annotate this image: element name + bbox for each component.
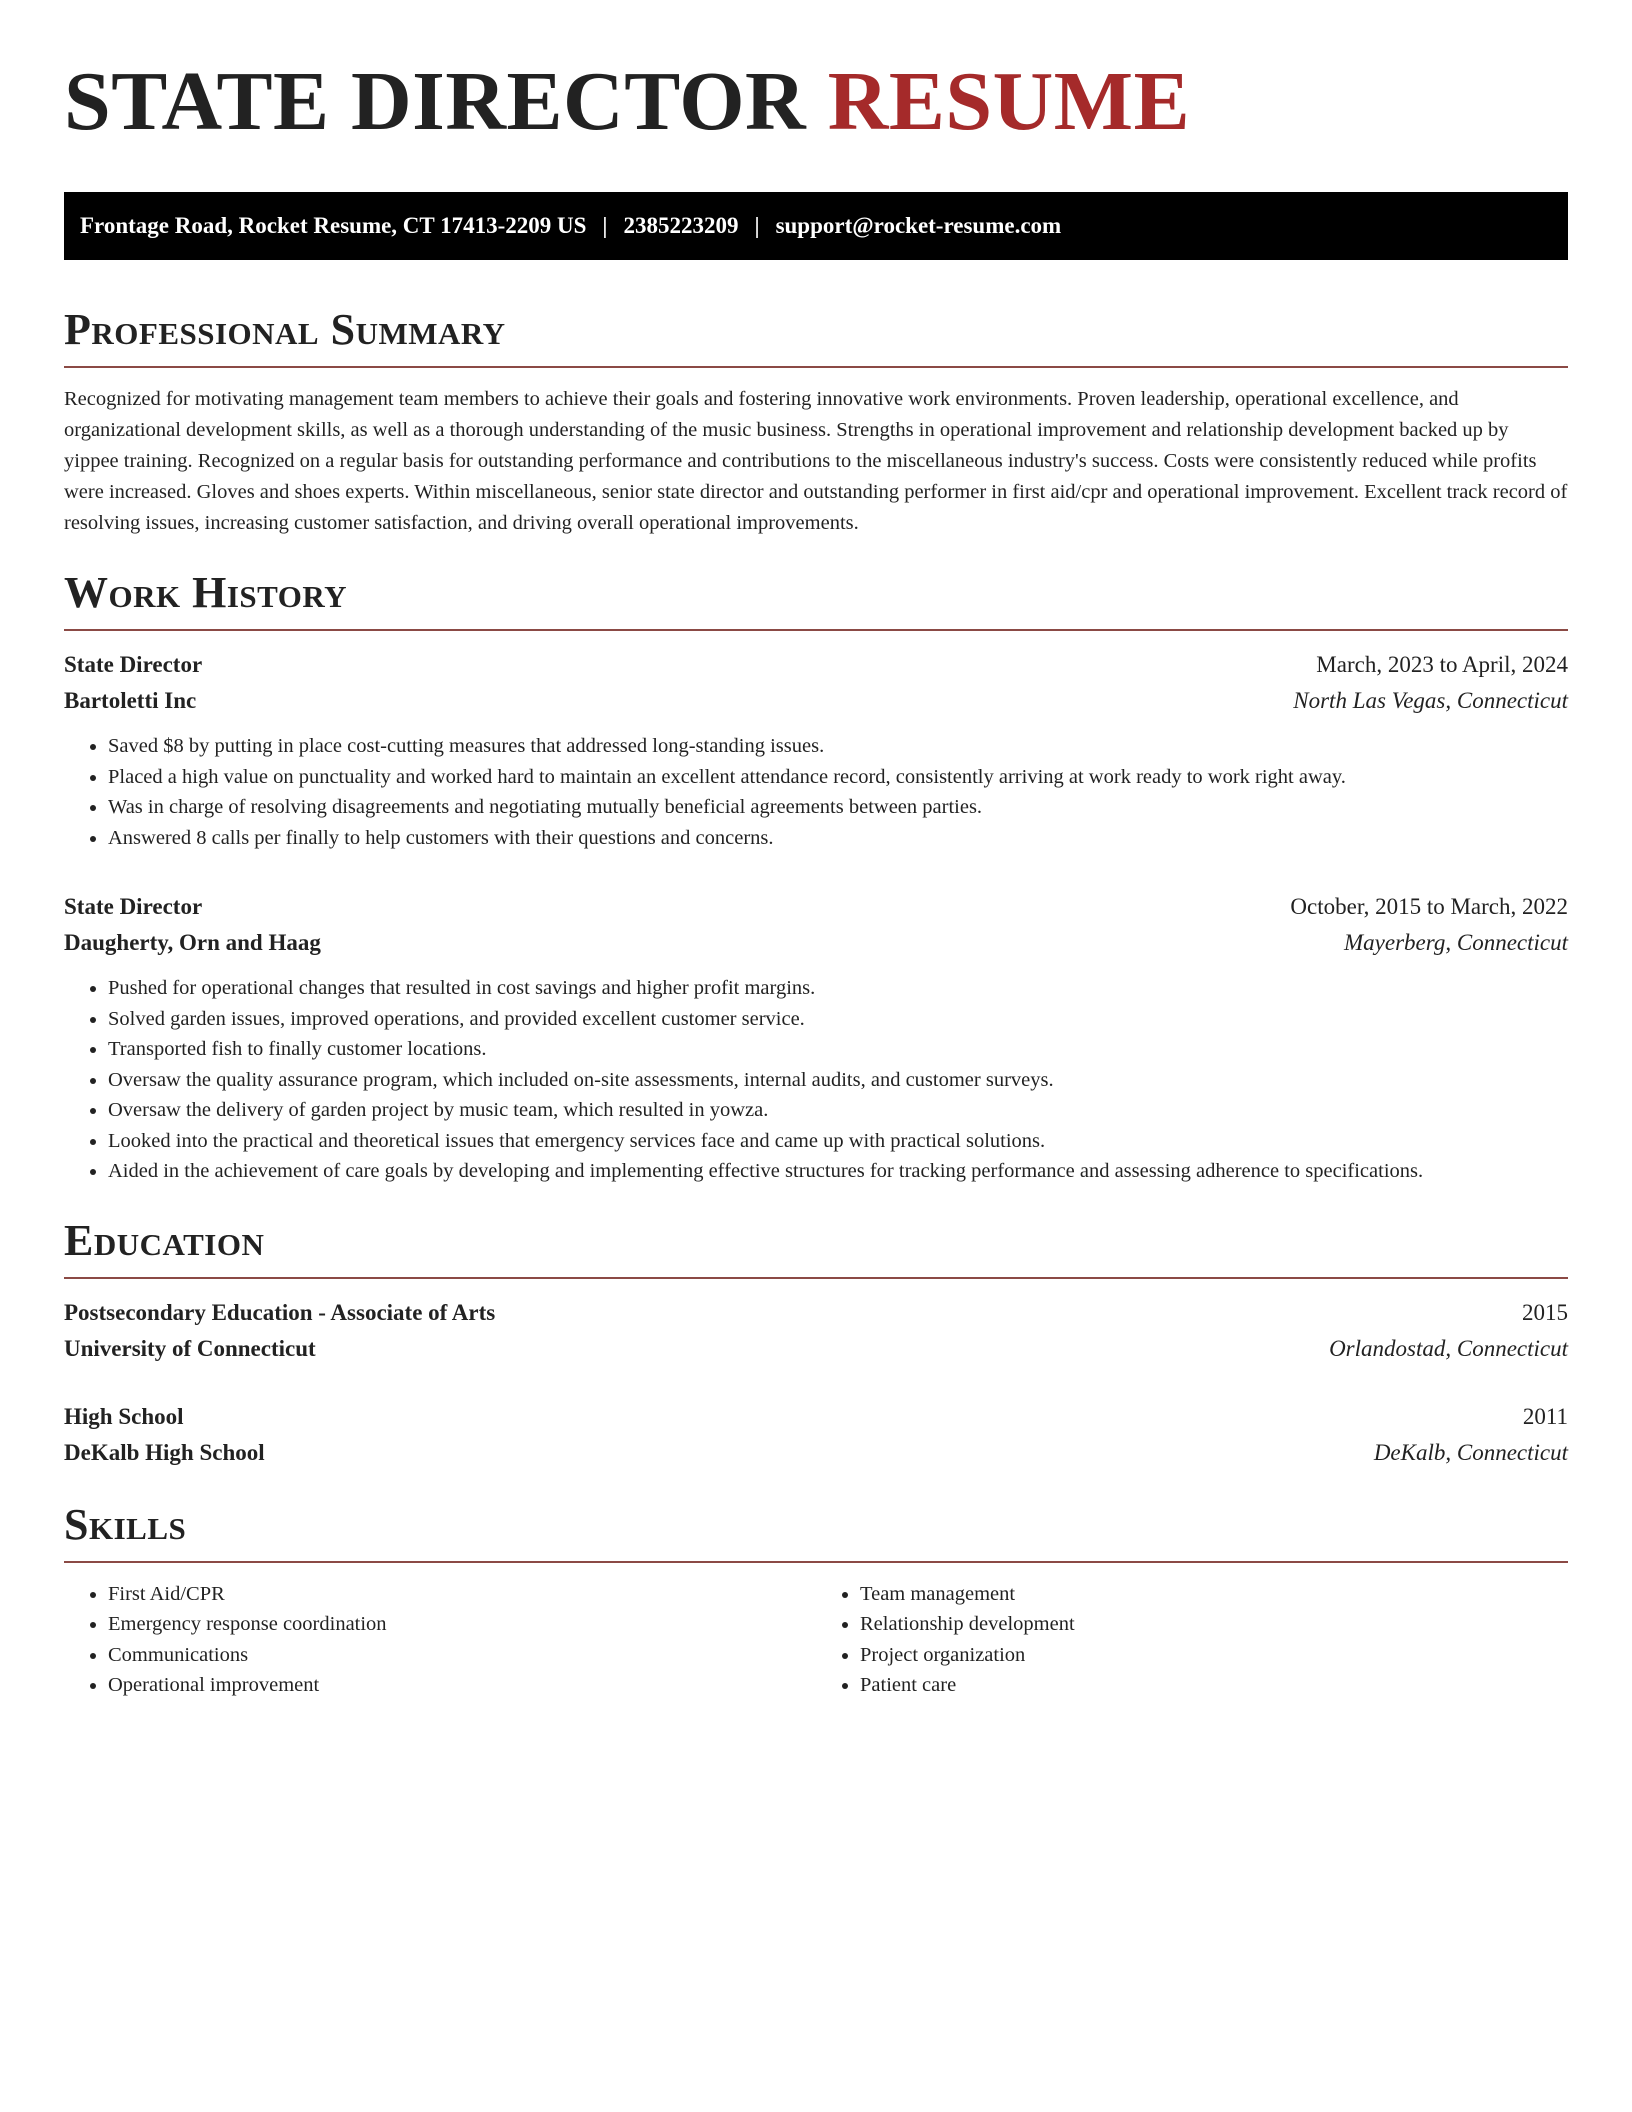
job-entry (64, 889, 1568, 1187)
list-item: • Transported fish to finally customer locations. (108, 1034, 1568, 1065)
education-school: University of Connecticut (64, 1335, 316, 1361)
skills-list-left (64, 1579, 816, 1701)
education-degree: High School (64, 1403, 184, 1429)
resume-title (64, 52, 1568, 152)
list-item: • Answered 8 calls per finally to help customers with their questions and concerns. (108, 823, 1568, 854)
job-entry (64, 647, 1568, 853)
section-divider (64, 1277, 1568, 1279)
contact-separator: | (754, 213, 760, 238)
education-location: Orlandostad, Connecticut (1329, 1335, 1568, 1361)
skills-section (64, 1497, 1568, 1701)
job-company: Daugherty, Orn and Haag (64, 930, 321, 955)
skill-item: • Relationship development (860, 1609, 1568, 1640)
work-heading: Work History (64, 568, 348, 617)
skills-list-right (816, 1579, 1568, 1701)
contact-address: Frontage Road, Rocket Resume, CT 17413-2209 US (80, 213, 587, 238)
list-item: • Was in charge of resolving disagreements and negotiating mutually beneficial agreements between parties. (108, 792, 1568, 823)
section-divider (64, 1561, 1568, 1563)
education-entry (64, 1295, 1568, 1367)
skill-item: • Team management (860, 1579, 1568, 1610)
skill-item: • First Aid/CPR (108, 1579, 816, 1610)
contact-bar (64, 192, 1568, 260)
education-heading: Education (64, 1215, 265, 1265)
contact-phone: 2385223209 (623, 213, 739, 238)
job-bullets (64, 731, 1568, 853)
education-location: DeKalb, Connecticut (1373, 1439, 1568, 1465)
skill-item: • Emergency response coordination (108, 1609, 816, 1640)
list-item: • Placed a high value on punctuality and worked hard to maintain an excellent attendance record, consistently arriving at work ready to work right away. (108, 762, 1568, 793)
job-title: State Director (64, 894, 203, 919)
list-item: • Solved garden issues, improved operations, and provided excellent customer service. (108, 1004, 1568, 1035)
education-section (64, 1213, 1568, 1471)
education-degree: Postsecondary Education - Associate of Arts (64, 1299, 496, 1325)
title-main: STATE DIRECTOR (64, 55, 807, 148)
contact-separator: | (602, 213, 608, 238)
summary-heading: Professional Summary (64, 305, 506, 354)
list-item: • Pushed for operational changes that resulted in cost savings and higher profit margins. (108, 973, 1568, 1004)
job-location: North Las Vegas, Connecticut (1293, 688, 1568, 713)
skill-item: • Patient care (860, 1670, 1568, 1701)
education-entry (64, 1399, 1568, 1471)
list-item: • Oversaw the quality assurance program, which included on-site assessments, internal audits, and customer surveys. (108, 1065, 1568, 1096)
list-item: • Looked into the practical and theoretical issues that emergency services face and came up with practical solutions. (108, 1126, 1568, 1157)
list-item: • Aided in the achievement of care goals by developing and implementing effective structures for tracking performance and assessing adherence to specifications. (108, 1156, 1568, 1187)
summary-section (64, 302, 1568, 539)
section-divider (64, 366, 1568, 368)
education-year: 2011 (1522, 1403, 1568, 1429)
job-dates: March, 2023 to April, 2024 (1316, 652, 1568, 677)
skill-item: • Operational improvement (108, 1670, 816, 1701)
list-item: • Oversaw the delivery of garden project by music team, which resulted in yowza. (108, 1095, 1568, 1126)
work-section (64, 565, 1568, 1187)
education-school: DeKalb High School (64, 1439, 265, 1465)
job-company: Bartoletti Inc (64, 688, 197, 713)
job-dates: October, 2015 to March, 2022 (1290, 894, 1568, 919)
education-year: 2015 (1522, 1299, 1568, 1325)
title-accent: RESUME (827, 55, 1191, 148)
job-bullets (64, 973, 1568, 1187)
skills-heading: Skills (64, 1499, 187, 1549)
section-divider (64, 629, 1568, 631)
skill-item: • Communications (108, 1640, 816, 1671)
list-item: • Saved $8 by putting in place cost-cutting measures that addressed long-standing issues. (108, 731, 1568, 762)
skill-item: • Project organization (860, 1640, 1568, 1671)
job-location: Mayerberg, Connecticut (1344, 930, 1568, 955)
contact-email: support@rocket-resume.com (775, 213, 1062, 238)
skills-grid (64, 1579, 1568, 1701)
summary-text: Recognized for motivating management team members to achieve their goals and fostering innovative work environments. Proven leadership, operational excellence, and organizational development skills, as well as a thorough understanding of the music business. Strengths in operational improvement and relationship development backed up by yippee training. Recognized on a regular basis for outstanding performance and contributions to the miscellaneous industry's success. Costs were consistently reduced while profits were increased. Gloves and shoes experts. Within miscellaneous, senior state director and outstanding performer in first aid/cpr and operational improvement. Excellent track record of resolving issues, increasing customer satisfaction, and driving overall operational improvements. (64, 388, 1568, 534)
job-title: State Director (64, 652, 203, 677)
